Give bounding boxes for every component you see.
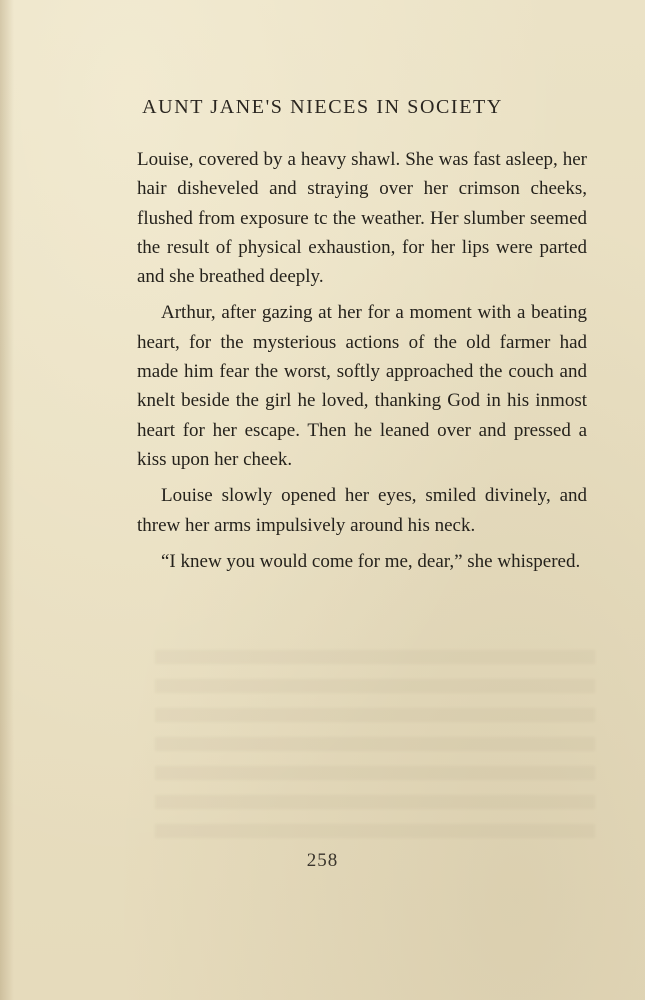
paragraph-1: Louise, covered by a heavy shawl. She was fast asleep, her hair disheveled and straying over her crimson cheeks, flushed from exposure tc the weather. Her slumber seemed the result of physical exhaustion, for her lips were parted and she breathed deeply. (137, 149, 587, 288)
page-number: 258 (306, 850, 339, 871)
paragraph-4: “I knew you would come for me, dear,” she whispered. (161, 550, 581, 572)
paragraph-2: Arthur, after gazing at her for a moment with a beating heart, for the mysterious actions of the old farmer had made him fear the worst, softly approached the couch and knelt beside the girl he loved, thanking God in his inmost heart for her escape. Then he leaned over and pressed a kiss upon her cheek. (137, 302, 587, 470)
running-head: AUNT JANE'S NIECES IN SOCIETY (142, 96, 503, 118)
body-text (137, 145, 587, 583)
paragraph-3: Louise slowly opened her eyes, smiled divinely, and threw her arms impulsively around his neck. (137, 485, 587, 536)
show-through-texture (155, 650, 595, 840)
